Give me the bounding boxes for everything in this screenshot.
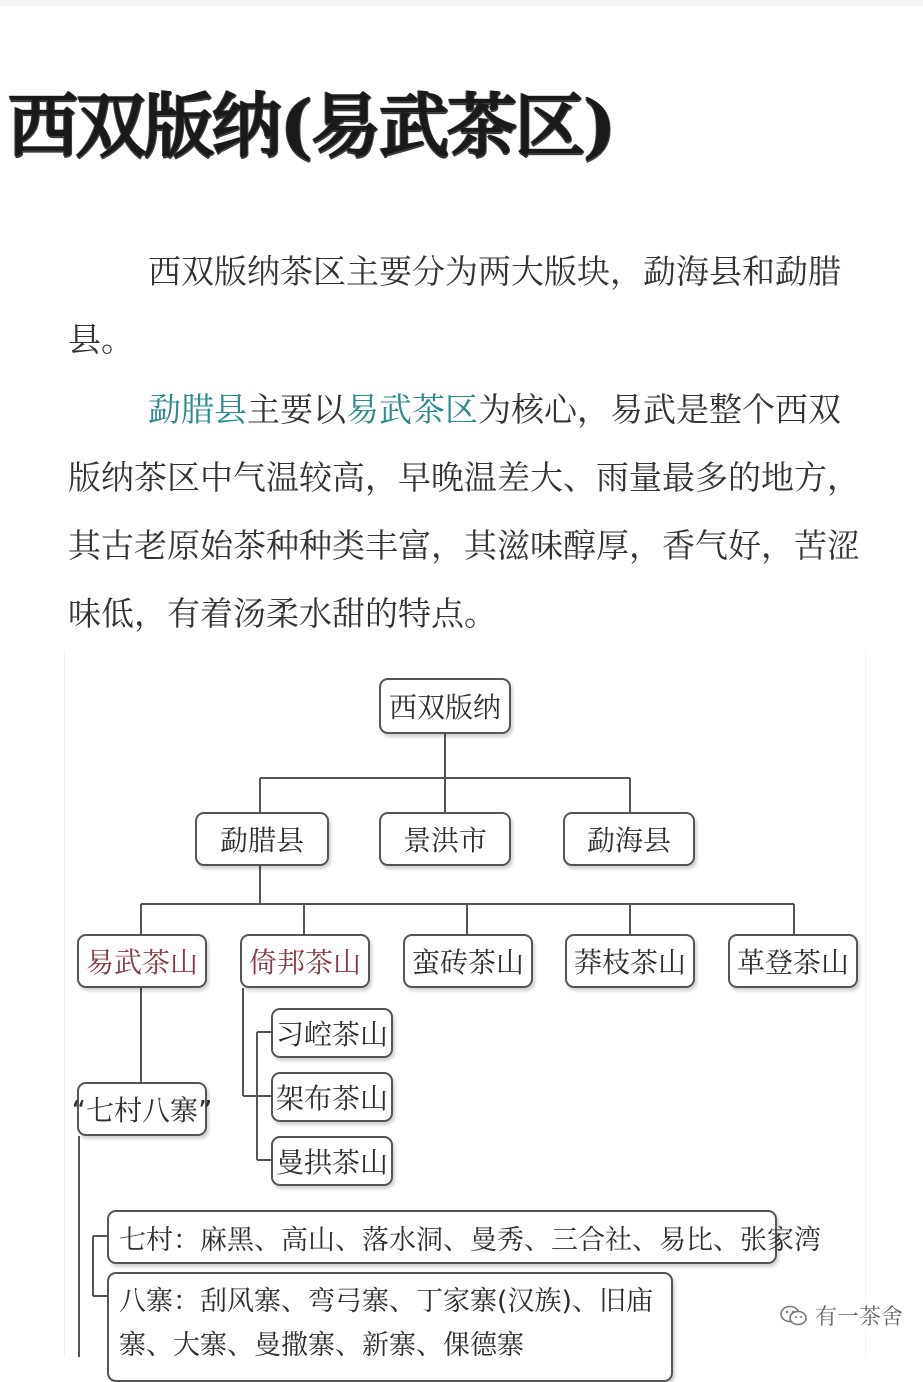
yibang-sub-node: 曼拱茶山 xyxy=(271,1136,393,1186)
account-watermark xyxy=(779,1300,903,1331)
yiwu-group-node: “七村八寨” xyxy=(77,1082,207,1136)
county-node: 景洪市 xyxy=(379,812,511,866)
highlight-mengla: 勐腊县 xyxy=(148,390,247,429)
mountain-node: 易武茶山 xyxy=(77,934,207,988)
county-node: 勐腊县 xyxy=(195,812,329,866)
article-paragraph-1: 西双版纳茶区主要分为两大版块，勐海县和勐腊县。 xyxy=(68,252,841,359)
yibang-sub-node: 架布茶山 xyxy=(271,1072,393,1122)
paragraph-2-text-b: 为核心，易武是整个西双版纳茶区中气温较高，早晚温差大、雨量最多的地方，其古老原始茶种种类丰富，其滋味醇厚，香气好，苦涩味低，有着汤柔水甜的特点。 xyxy=(68,390,860,633)
qicun-node: 七村：麻黑、高山、落水洞、曼秀、三合社、易比、张家湾 xyxy=(107,1210,777,1264)
yibang-sub-node: 习崆茶山 xyxy=(271,1008,393,1058)
tea-region-diagram xyxy=(64,650,866,1361)
mountain-node: 革登茶山 xyxy=(728,934,858,988)
mountain-node: 倚邦茶山 xyxy=(240,934,370,988)
county-node: 勐海县 xyxy=(563,812,695,866)
paragraph-2-text-a: 主要以 xyxy=(247,390,346,429)
bazhai-node: 八寨：刮风寨、弯弓寨、丁家寨(汉族)、旧庙寨、大寨、曼撒寨、新寨、倮德寨 xyxy=(107,1272,673,1382)
mountain-node: 蛮砖茶山 xyxy=(403,934,533,988)
article-heading: 西双版纳(易武茶区) xyxy=(8,84,615,167)
root-node: 西双版纳 xyxy=(379,678,511,734)
article-paragraph-2 xyxy=(68,376,860,648)
highlight-yiwu: 易武茶区 xyxy=(346,390,478,429)
mountain-node: 莽枝茶山 xyxy=(565,934,695,988)
top-divider xyxy=(0,0,923,6)
wechat-icon xyxy=(779,1304,809,1328)
watermark-text: 有一茶舍 xyxy=(814,1305,903,1330)
